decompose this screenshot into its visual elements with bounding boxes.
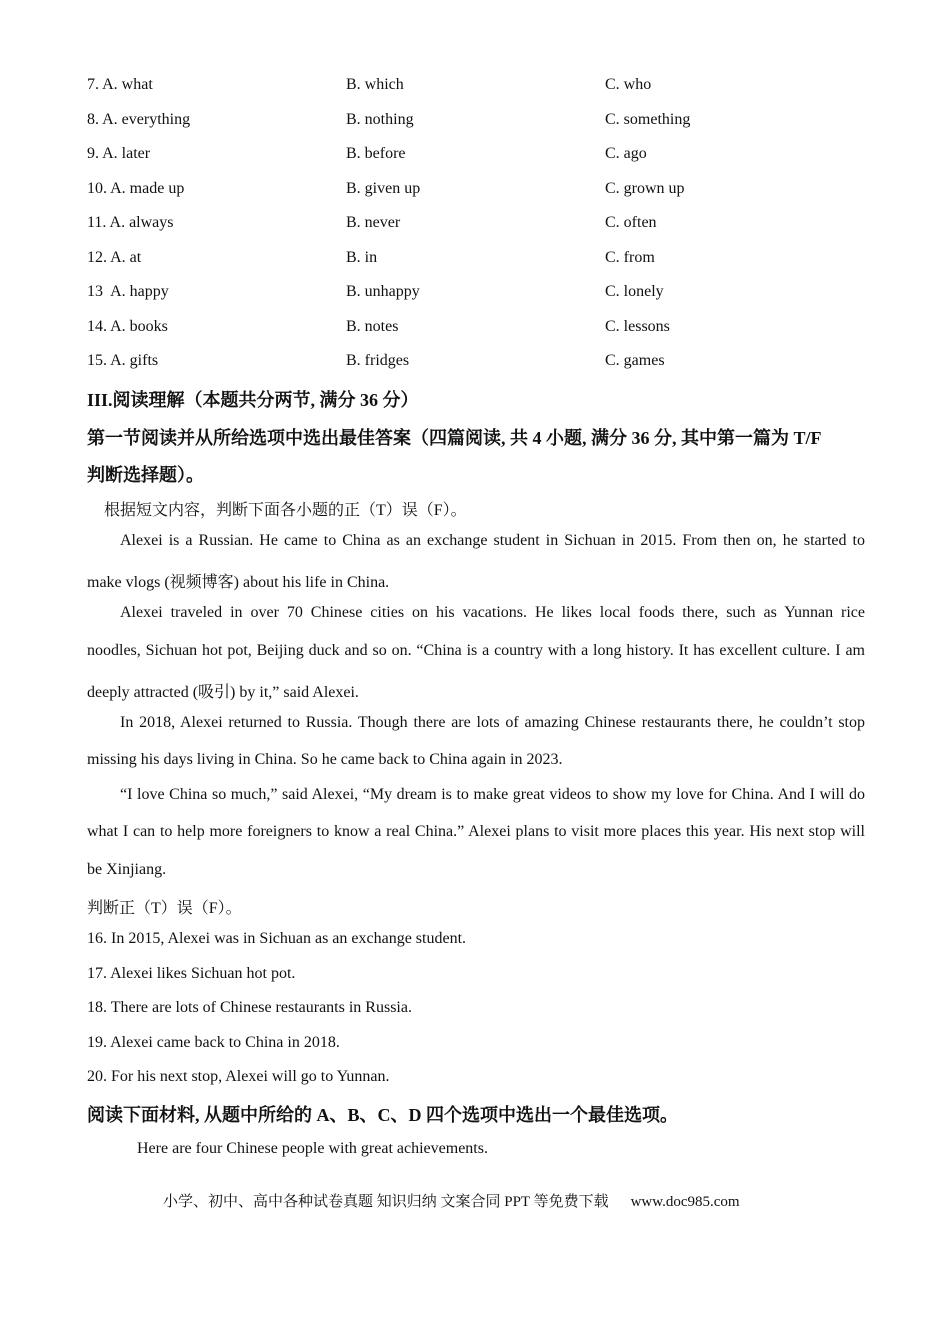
passage-line: “I love China so much,” said Alexei, “My dream is to make great videos to show my love for China. And I will do xyxy=(120,786,865,803)
option-b: B. fridges xyxy=(346,352,410,369)
section-subtitle-line1: 第一节阅读并从所给选项中选出最佳答案（四篇阅读, 共 4 小题, 满分 36 分, 其中第一篇为 T/F xyxy=(87,428,822,448)
option-c: C. lessons xyxy=(605,318,670,335)
option-a: 12. A. at xyxy=(87,249,142,266)
option-a: 14. A. books xyxy=(87,318,168,335)
option-b: B. which xyxy=(346,76,404,93)
section-title: III.阅读理解（本题共分两节, 满分 36 分） xyxy=(87,390,419,410)
option-row xyxy=(0,180,950,204)
option-b: B. notes xyxy=(346,318,399,335)
option-c: C. games xyxy=(605,352,665,369)
option-row xyxy=(0,283,950,307)
option-c: C. grown up xyxy=(605,180,685,197)
option-a: 11. A. always xyxy=(87,214,174,231)
passage-line: Alexei traveled in over 70 Chinese cities on his vacations. He likes local foods there, such as Yunnan rice xyxy=(120,604,865,621)
option-row xyxy=(0,145,950,169)
passage-line: deeply attracted (吸引) by it,” said Alexei. xyxy=(87,684,359,701)
option-b: B. unhappy xyxy=(346,283,420,300)
option-c: C. often xyxy=(605,214,657,231)
option-row xyxy=(0,318,950,342)
option-a: 7. A. what xyxy=(87,76,153,93)
passage-line: make vlogs (视频博客) about his life in China. xyxy=(87,574,390,591)
option-c: C. from xyxy=(605,249,655,266)
option-row xyxy=(0,76,950,100)
option-row xyxy=(0,249,950,273)
option-a: 13 A. happy xyxy=(87,283,169,300)
judge-label: 判断正（T）误（F）。 xyxy=(87,900,242,917)
question-item: 20. For his next stop, Alexei will go to Yunnan. xyxy=(87,1068,390,1085)
option-b: B. never xyxy=(346,214,401,231)
passage-line: In 2018, Alexei returned to Russia. Though there are lots of amazing Chinese restaurants there, he couldn’t stop xyxy=(120,714,865,731)
option-b: B. before xyxy=(346,145,406,162)
passage-line: Alexei is a Russian. He came to China as an exchange student in Sichuan in 2015. From then on, he started to xyxy=(120,532,865,549)
option-c: C. ago xyxy=(605,145,647,162)
passage-line: missing his days living in China. So he came back to China again in 2023. xyxy=(87,751,563,768)
option-b: B. in xyxy=(346,249,378,266)
question-item: 19. Alexei came back to China in 2018. xyxy=(87,1034,340,1051)
question-item: 17. Alexei likes Sichuan hot pot. xyxy=(87,965,296,982)
question-item: 16. In 2015, Alexei was in Sichuan as an exchange student. xyxy=(87,930,467,947)
section-subtitle-line2: 判断选择题）。 xyxy=(87,465,204,485)
option-b: B. nothing xyxy=(346,111,414,128)
option-row xyxy=(0,352,950,376)
option-row xyxy=(0,111,950,135)
option-c: C. something xyxy=(605,111,691,128)
page-footer xyxy=(163,1190,740,1211)
passage-line: noodles, Sichuan hot pot, Beijing duck and so on. “China is a country with a long history. It has excellent culture. I am xyxy=(87,642,865,659)
passage-line: what I can to help more foreigners to know a real China.” Alexei plans to visit more places this year. His next stop will xyxy=(87,823,865,840)
option-b: B. given up xyxy=(346,180,421,197)
option-a: 8. A. everything xyxy=(87,111,191,128)
question-item: 18. There are lots of Chinese restaurants in Russia. xyxy=(87,999,412,1016)
option-row xyxy=(0,214,950,238)
footer-text: 小学、初中、高中各种试卷真题 知识归纳 文案合同 PPT 等免费下载 xyxy=(163,1194,609,1210)
next-intro: Here are four Chinese people with great achievements. xyxy=(137,1140,488,1157)
option-c: C. lonely xyxy=(605,283,664,300)
tf-instruction: 根据短文内容，判断下面各小题的正（T）误（F）。 xyxy=(104,502,467,519)
next-section-title: 阅读下面材料, 从题中所给的 A、B、C、D 四个选项中选出一个最佳选项。 xyxy=(87,1105,678,1125)
option-a: 10. A. made up xyxy=(87,180,185,197)
passage-line: be Xinjiang. xyxy=(87,861,167,878)
option-a: 9. A. later xyxy=(87,145,151,162)
footer-site-link[interactable]: www.doc985.com xyxy=(630,1194,740,1210)
option-a: 15. A. gifts xyxy=(87,352,159,369)
option-c: C. who xyxy=(605,76,652,93)
